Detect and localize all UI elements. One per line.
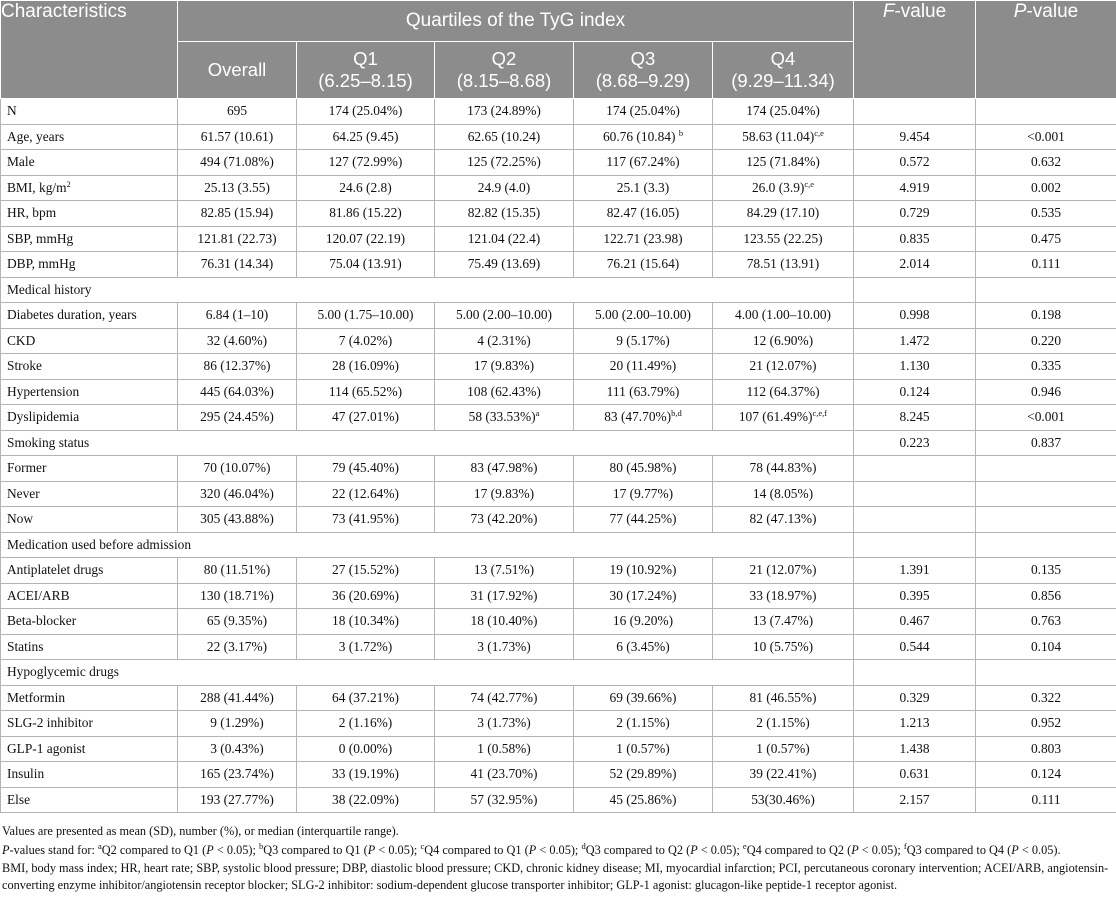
cell-value: 70 (10.07%) xyxy=(178,456,297,482)
p-value-cell: 0.946 xyxy=(976,379,1116,405)
cell-value: 445 (64.03%) xyxy=(178,379,297,405)
f-value-cell: 0.467 xyxy=(854,609,976,635)
cell-value: 121.04 (22.4) xyxy=(435,226,574,252)
p-value-cell: 0.763 xyxy=(976,609,1116,635)
p-value-cell: 0.111 xyxy=(976,787,1116,813)
cell-value: 174 (25.04%) xyxy=(297,99,435,125)
p-value-cell xyxy=(976,507,1116,533)
cell-value: 75.49 (13.69) xyxy=(435,252,574,278)
f-value-cell: 0.572 xyxy=(854,150,976,176)
row-label: Hypertension xyxy=(1,379,178,405)
p-value-cell: 0.952 xyxy=(976,711,1116,737)
cell-value: 3 (0.43%) xyxy=(178,736,297,762)
table-footnotes xyxy=(0,813,1116,893)
p-value-cell xyxy=(976,456,1116,482)
p-value-cell xyxy=(976,532,1116,558)
cell-value: 17 (9.77%) xyxy=(574,481,713,507)
row-label: Insulin xyxy=(1,762,178,788)
cell-value: 123.55 (22.25) xyxy=(713,226,854,252)
f-value-cell: 9.454 xyxy=(854,124,976,150)
cell-value: 12 (6.90%) xyxy=(713,328,854,354)
cell-value: 10 (5.75%) xyxy=(713,634,854,660)
cell-value: 494 (71.08%) xyxy=(178,150,297,176)
cell-value: 121.81 (22.73) xyxy=(178,226,297,252)
row-label: Male xyxy=(1,150,178,176)
cell-value: 25.13 (3.55) xyxy=(178,175,297,201)
cell-value: 30 (17.24%) xyxy=(574,583,713,609)
table-row xyxy=(1,226,1116,252)
cell-value: 1 (0.57%) xyxy=(713,736,854,762)
cell-value: 77 (44.25%) xyxy=(574,507,713,533)
table-row xyxy=(1,456,1116,482)
cell-value: 24.6 (2.8) xyxy=(297,175,435,201)
row-label: Beta-blocker xyxy=(1,609,178,635)
f-value-cell xyxy=(854,456,976,482)
f-value-cell: 0.631 xyxy=(854,762,976,788)
cell-value: 5.00 (2.00–10.00) xyxy=(574,303,713,329)
cell-value: 130 (18.71%) xyxy=(178,583,297,609)
table-body xyxy=(1,99,1116,813)
cell-value: 82.82 (15.35) xyxy=(435,201,574,227)
header-p-value: P-value xyxy=(976,1,1116,99)
p-value-cell: 0.335 xyxy=(976,354,1116,380)
cell-value: 61.57 (10.61) xyxy=(178,124,297,150)
f-value-cell: 4.919 xyxy=(854,175,976,201)
cell-value: 18 (10.34%) xyxy=(297,609,435,635)
row-label: SBP, mmHg xyxy=(1,226,178,252)
cell-value: 31 (17.92%) xyxy=(435,583,574,609)
p-value-cell: 0.104 xyxy=(976,634,1116,660)
f-value-cell: 2.014 xyxy=(854,252,976,278)
cell-value: 60.76 (10.84) $^b$ xyxy=(574,124,713,150)
cell-value: 76.21 (15.64) xyxy=(574,252,713,278)
f-value-cell xyxy=(854,481,976,507)
table-row xyxy=(1,150,1116,176)
cell-value: 80 (11.51%) xyxy=(178,558,297,584)
cell-value: 3 (1.72%) xyxy=(297,634,435,660)
row-label: HR, bpm xyxy=(1,201,178,227)
row-label: SLG-2 inhibitor xyxy=(1,711,178,737)
row-label: Statins xyxy=(1,634,178,660)
cell-value: 86 (12.37%) xyxy=(178,354,297,380)
cell-value: 32 (4.60%) xyxy=(178,328,297,354)
table-row xyxy=(1,405,1116,431)
table-row xyxy=(1,685,1116,711)
table-row xyxy=(1,481,1116,507)
table-row xyxy=(1,328,1116,354)
p-value-cell: <0.001 xyxy=(976,405,1116,431)
cell-value: 17 (9.83%) xyxy=(435,481,574,507)
header-group-title: Quartiles of the TyG index xyxy=(178,1,854,42)
footnote-values: Values are presented as mean (SD), number (%), or median (interquartile range). xyxy=(2,824,399,838)
cell-value: 4 (2.31%) xyxy=(435,328,574,354)
cell-value: 2 (1.15%) xyxy=(574,711,713,737)
f-value-cell xyxy=(854,660,976,686)
cell-value: 20 (11.49%) xyxy=(574,354,713,380)
cell-value: 47 (27.01%) xyxy=(297,405,435,431)
header-q4: Q4 (9.29–11.34) xyxy=(713,42,854,99)
cell-value: 82 (47.13%) xyxy=(713,507,854,533)
cell-value: 127 (72.99%) xyxy=(297,150,435,176)
header-overall: Overall xyxy=(178,42,297,99)
p-value-cell: 0.002 xyxy=(976,175,1116,201)
section-row xyxy=(1,532,1116,558)
table-row xyxy=(1,201,1116,227)
cell-value: 57 (32.95%) xyxy=(435,787,574,813)
cell-value: 1 (0.58%) xyxy=(435,736,574,762)
f-value-cell: 0.729 xyxy=(854,201,976,227)
cell-value: 53(30.46%) xyxy=(713,787,854,813)
cell-value: 26.0 $(3.9)^{c,e}$ xyxy=(713,175,854,201)
cell-value: 4.00 (1.00–10.00) xyxy=(713,303,854,329)
p-value-cell: 0.535 xyxy=(976,201,1116,227)
cell-value: 7 (4.02%) xyxy=(297,328,435,354)
table-row xyxy=(1,762,1116,788)
table-row xyxy=(1,736,1116,762)
p-value-cell: 0.837 xyxy=(976,430,1116,456)
p-value-cell: 0.803 xyxy=(976,736,1116,762)
table-row xyxy=(1,634,1116,660)
f-value-cell xyxy=(854,532,976,558)
cell-value: 6 (3.45%) xyxy=(574,634,713,660)
cell-value: 25.1 (3.3) xyxy=(574,175,713,201)
section-label: Medication used before admission xyxy=(1,532,854,558)
f-value-cell: 0.329 xyxy=(854,685,976,711)
cell-value: 75.04 (13.91) xyxy=(297,252,435,278)
row-label: Now xyxy=(1,507,178,533)
row-label: Dyslipidemia xyxy=(1,405,178,431)
p-value-cell: 0.322 xyxy=(976,685,1116,711)
p-value-cell: 0.220 xyxy=(976,328,1116,354)
cell-value: 78.51 (13.91) xyxy=(713,252,854,278)
f-value-cell xyxy=(854,99,976,125)
section-label: Smoking status xyxy=(1,430,854,456)
table-row xyxy=(1,558,1116,584)
cell-value: 33 (18.97%) xyxy=(713,583,854,609)
cell-value: 64.25 (9.45) xyxy=(297,124,435,150)
row-label: Antiplatelet drugs xyxy=(1,558,178,584)
table-row xyxy=(1,303,1116,329)
f-value-cell: 0.124 xyxy=(854,379,976,405)
cell-value: 78 (44.83%) xyxy=(713,456,854,482)
cell-value: 33 (19.19%) xyxy=(297,762,435,788)
cell-value: 39 (22.41%) xyxy=(713,762,854,788)
cell-value: 45 (25.86%) xyxy=(574,787,713,813)
cell-value: 22 (12.64%) xyxy=(297,481,435,507)
header-f-value: F-value xyxy=(854,1,976,99)
header-q1: Q1 (6.25–8.15) xyxy=(297,42,435,99)
f-value-cell: 8.245 xyxy=(854,405,976,431)
cell-value: 62.65 (10.24) xyxy=(435,124,574,150)
cell-value: 76.31 (14.34) xyxy=(178,252,297,278)
cell-value: 5.00 (2.00–10.00) xyxy=(435,303,574,329)
p-value-cell xyxy=(976,481,1116,507)
cell-value: 18 (10.40%) xyxy=(435,609,574,635)
f-value-cell: 0.544 xyxy=(854,634,976,660)
cell-value: 695 xyxy=(178,99,297,125)
p-value-cell: 0.856 xyxy=(976,583,1116,609)
cell-value: 288 (41.44%) xyxy=(178,685,297,711)
p-value-cell: 0.475 xyxy=(976,226,1116,252)
cell-value: 81 (46.55%) xyxy=(713,685,854,711)
cell-value: 6.84 (1–10) xyxy=(178,303,297,329)
f-value-cell: 1.438 xyxy=(854,736,976,762)
section-row xyxy=(1,430,1116,456)
table-row xyxy=(1,124,1116,150)
f-value-cell: 0.395 xyxy=(854,583,976,609)
f-value-cell xyxy=(854,277,976,303)
cell-value: 174 (25.04%) xyxy=(713,99,854,125)
f-value-cell: 0.223 xyxy=(854,430,976,456)
cell-value: 13 (7.51%) xyxy=(435,558,574,584)
section-label: Hypoglycemic drugs xyxy=(1,660,854,686)
cell-value: 74 (42.77%) xyxy=(435,685,574,711)
p-value-cell: 0.135 xyxy=(976,558,1116,584)
row-label: GLP-1 agonist xyxy=(1,736,178,762)
cell-value: 38 (22.09%) xyxy=(297,787,435,813)
cell-value: 14 (8.05%) xyxy=(713,481,854,507)
table-row xyxy=(1,787,1116,813)
f-value-cell: 1.213 xyxy=(854,711,976,737)
cell-value: 114 (65.52%) xyxy=(297,379,435,405)
cell-value: 3 (1.73%) xyxy=(435,634,574,660)
cell-value: 108 (62.43%) xyxy=(435,379,574,405)
cell-value: 107 $(61.49\%)^{c,e,f}$ xyxy=(713,405,854,431)
cell-value: 65 (9.35%) xyxy=(178,609,297,635)
cell-value: 24.9 (4.0) xyxy=(435,175,574,201)
cell-value: 17 (9.83%) xyxy=(435,354,574,380)
cell-value: 41 (23.70%) xyxy=(435,762,574,788)
f-value-cell: 1.130 xyxy=(854,354,976,380)
section-row xyxy=(1,277,1116,303)
p-value-cell xyxy=(976,277,1116,303)
footnote-abbreviations: BMI, body mass index; HR, heart rate; SBP, systolic blood pressure; DBP, diastolic blood pressure; CKD, chronic kidney disease; MI, myocardial infarction; PCI, percutaneous coronary intervention; ACEI/ARB, angiotensin-converting enzyme inhibitor/angiotensin receptor blocker; SLG-2 inhibitor: sodium-dependent glucose transporter inhibitor; GLP-1 agonist: glucagon-like peptide-1 receptor agonist. xyxy=(2,861,1109,892)
table-row xyxy=(1,507,1116,533)
cell-value: 120.07 (22.19) xyxy=(297,226,435,252)
cell-value: 174 (25.04%) xyxy=(574,99,713,125)
cell-value: 117 (67.24%) xyxy=(574,150,713,176)
cell-value: 82.47 (16.05) xyxy=(574,201,713,227)
f-value-cell xyxy=(854,507,976,533)
cell-value: 84.29 (17.10) xyxy=(713,201,854,227)
cell-value: 5.00 (1.75–10.00) xyxy=(297,303,435,329)
cell-value: 21 (12.07%) xyxy=(713,354,854,380)
table-row xyxy=(1,711,1116,737)
table-row xyxy=(1,175,1116,201)
p-value-cell: 0.111 xyxy=(976,252,1116,278)
p-value-cell xyxy=(976,99,1116,125)
cell-value: 122.71 (23.98) xyxy=(574,226,713,252)
cell-value: 83 (47.98%) xyxy=(435,456,574,482)
row-label: ACEI/ARB xyxy=(1,583,178,609)
table-row xyxy=(1,354,1116,380)
cell-value: 36 (20.69%) xyxy=(297,583,435,609)
cell-value: 81.86 (15.22) xyxy=(297,201,435,227)
table-row xyxy=(1,583,1116,609)
cell-value: 28 (16.09%) xyxy=(297,354,435,380)
cell-value: 22 (3.17%) xyxy=(178,634,297,660)
p-value-cell: <0.001 xyxy=(976,124,1116,150)
cell-value: 0 (0.00%) xyxy=(297,736,435,762)
row-label: Age, years xyxy=(1,124,178,150)
cell-value: 69 (39.66%) xyxy=(574,685,713,711)
row-label: CKD xyxy=(1,328,178,354)
cell-value: 173 (24.89%) xyxy=(435,99,574,125)
f-value-cell: 0.835 xyxy=(854,226,976,252)
p-value-cell: 0.198 xyxy=(976,303,1116,329)
row-label: N xyxy=(1,99,178,125)
cell-value: 80 (45.98%) xyxy=(574,456,713,482)
cell-value: 64 (37.21%) xyxy=(297,685,435,711)
row-label: BMI, $kg/m^2$ xyxy=(1,175,178,201)
cell-value: 73 (42.20%) xyxy=(435,507,574,533)
row-label: Diabetes duration, years xyxy=(1,303,178,329)
row-label: Else xyxy=(1,787,178,813)
cell-value: 16 (9.20%) xyxy=(574,609,713,635)
cell-value: 9 (1.29%) xyxy=(178,711,297,737)
header-q3: Q3 (8.68–9.29) xyxy=(574,42,713,99)
cell-value: 58.63 $(11.04)^{c,e}$ xyxy=(713,124,854,150)
row-label: Metformin xyxy=(1,685,178,711)
cell-value: 27 (15.52%) xyxy=(297,558,435,584)
table-row xyxy=(1,609,1116,635)
cell-value: 83 $(47.70\%)^{b,d}$ xyxy=(574,405,713,431)
section-row xyxy=(1,660,1116,686)
cell-value: 111 (63.79%) xyxy=(574,379,713,405)
f-value-cell: 1.391 xyxy=(854,558,976,584)
cell-value: 9 (5.17%) xyxy=(574,328,713,354)
row-label: Never xyxy=(1,481,178,507)
cell-value: 79 (45.40%) xyxy=(297,456,435,482)
cell-value: 2 (1.15%) xyxy=(713,711,854,737)
cell-value: 82.85 (15.94) xyxy=(178,201,297,227)
cell-value: 13 (7.47%) xyxy=(713,609,854,635)
row-label: Stroke xyxy=(1,354,178,380)
table-row xyxy=(1,379,1116,405)
cell-value: 19 (10.92%) xyxy=(574,558,713,584)
cell-value: 3 (1.73%) xyxy=(435,711,574,737)
cell-value: 295 (24.45%) xyxy=(178,405,297,431)
cell-value: 320 (46.04%) xyxy=(178,481,297,507)
section-label: Medical history xyxy=(1,277,854,303)
f-value-cell: 0.998 xyxy=(854,303,976,329)
cell-value: 125 (72.25%) xyxy=(435,150,574,176)
cell-value: 58 $(33.53\%)^a$ xyxy=(435,405,574,431)
p-value-cell xyxy=(976,660,1116,686)
cell-value: 2 (1.16%) xyxy=(297,711,435,737)
p-value-cell: 0.124 xyxy=(976,762,1116,788)
f-value-cell: 2.157 xyxy=(854,787,976,813)
footnote-pvalues: P-values stand for: $^a$Q2 compared to Q1 (P < 0.05); $^b$Q3 compared to Q1 (P < 0.05); $^c$Q4 compared to Q1 (P < 0.05); $^d$Q3 compared to Q2 (P < 0.05); $^e$Q4 compared to Q2 (P < 0.05); $^f$Q3 compared to Q4 (P < 0.05). xyxy=(2,840,1061,857)
header-q2: Q2 (8.15–8.68) xyxy=(435,42,574,99)
cell-value: 305 (43.88%) xyxy=(178,507,297,533)
cell-value: 193 (27.77%) xyxy=(178,787,297,813)
cell-value: 165 (23.74%) xyxy=(178,762,297,788)
cell-value: 125 (71.84%) xyxy=(713,150,854,176)
row-label: Former xyxy=(1,456,178,482)
cell-value: 1 (0.57%) xyxy=(574,736,713,762)
header-characteristics: Characteristics xyxy=(1,1,178,99)
row-label: DBP, mmHg xyxy=(1,252,178,278)
cell-value: 112 (64.37%) xyxy=(713,379,854,405)
table-row xyxy=(1,99,1116,125)
table-row xyxy=(1,252,1116,278)
p-value-cell: 0.632 xyxy=(976,150,1116,176)
cell-value: 21 (12.07%) xyxy=(713,558,854,584)
cell-value: 52 (29.89%) xyxy=(574,762,713,788)
cell-value: 73 (41.95%) xyxy=(297,507,435,533)
f-value-cell: 1.472 xyxy=(854,328,976,354)
